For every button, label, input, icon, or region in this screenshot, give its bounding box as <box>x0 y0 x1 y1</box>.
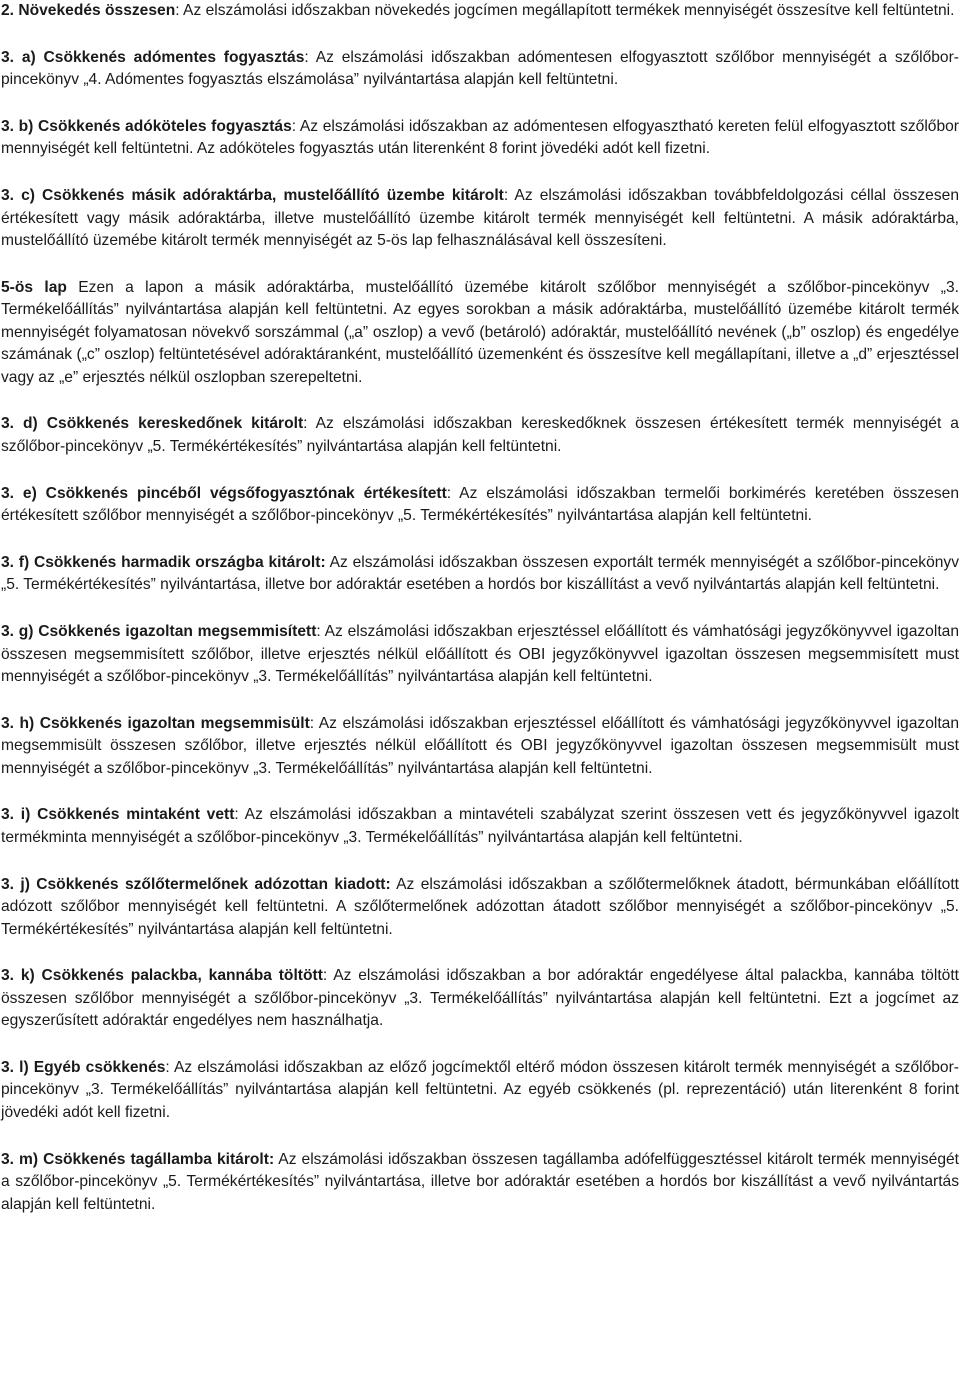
paragraph-body: : Az elszámolási időszakban erjesztéssel előállított és vámhatósági jegyzőkönyvvel igazoltan megsemmisült összesen szőlőbor, illetve erjesztés nélkül előállított és OBI jegyzőkönyvvel igazoltan összesen megsemmisült must mennyiségét a szőlőbor-pincekönyv „3. Termékelőállítás” nyilvántartása alapján kell feltüntetni. <box>1 714 960 777</box>
paragraph-5os-lap <box>1 277 959 390</box>
paragraph-heading: 3. m) Csökkenés tagállamba kitárolt: <box>1 1150 275 1168</box>
paragraph-body: : Az elszámolási időszakban erjesztéssel előállított és vámhatósági jegyzőkönyvvel igazoltan összesen megsemmisített szőlőbor, illetve erjesztés nélkül előállított és OBI jegyzőkönyvvel igazoltan összesen megsemmisített must mennyiségét a szőlőbor-pincekönyv „3. Termékelőállítás” nyilvántartása alapján kell feltüntetni. <box>1 623 959 685</box>
paragraph-3g <box>1 621 959 689</box>
paragraph-heading: 3. d) Csökkenés kereskedőnek kitárolt <box>1 415 304 433</box>
paragraph-body: : Az elszámolási időszakban növekedés jogcímen megállapított termékek mennyiségét összesítve kell feltüntetni. <box>175 2 955 19</box>
paragraph-body: Az elszámolási időszakban a szőlőtermelőknek átadott, bérmunkában előállított adózott szőlőbor mennyiségét kell feltüntetni. A szőlőtermelőnek adózottan átadott szőlőbor mennyiségét a szőlőbor-pincekönyv „5. Termékértékesítés” nyilvántartása alapján kell feltüntetni. <box>1 875 960 938</box>
paragraph-body: : Az elszámolási időszakban az adómentesen elfogyasztható kereten felül elfogyasztott szőlőbor mennyiségét kell feltüntetni. Az adóköteles fogyasztás után literenként 8 forint jövedéki adót kell fizetni. <box>1 117 959 158</box>
paragraph-body: : Az elszámolási időszakban a bor adóraktár engedélyese által palackba, kannába töltött összesen szőlőbor mennyiségét a szőlőbor-pincekönyv „3. Termékelőállítás” nyilvántartása alapján kell feltüntetni. Ezt a jogcímet az egyszerűsített adóraktár engedélyes nem használhatja. <box>1 967 959 1030</box>
paragraph-body: : Az elszámolási időszakban adómentesen elfogyasztott szőlőbor mennyiségét a szőlőbor-pincekönyv „4. Adómentes fogyasztás elszámolása” nyilvántartása alapján kell feltüntetni. <box>1 48 959 89</box>
paragraph-3b <box>1 116 959 161</box>
paragraph-3l <box>1 1057 959 1125</box>
paragraph-body: Az elszámolási időszakban összesen exportált termék mennyiségét a szőlőbor-pincekönyv „5. Termékértékesítés” nyilvántartása, illetve bor adóraktár esetében a hordós bor kiszállítást a vevő nyilvántartás alapján kell feltüntetni. <box>1 553 960 594</box>
paragraph-3h <box>1 713 959 781</box>
paragraph-3i <box>1 804 959 849</box>
paragraph-heading: 3. c) Csökkenés másik adóraktárba, mustelőállító üzembe kitárolt <box>1 187 504 205</box>
paragraph-heading: 3. k) Csökkenés palackba, kannába töltött <box>1 967 323 985</box>
paragraph-heading: 3. b) Csökkenés adóköteles fogyasztás <box>1 117 292 135</box>
paragraph-heading: 3. h) Csökkenés igazoltan megsemmisült <box>1 714 310 732</box>
paragraph-heading: 3. l) Egyéb csökkenés <box>1 1058 166 1076</box>
paragraph-heading: 3. j) Csökkenés szőlőtermelőnek adózottan kiadott: <box>1 875 391 893</box>
paragraph-heading: 3. a) Csökkenés adómentes fogyasztás <box>1 48 305 66</box>
paragraph-heading: 3. f) Csökkenés harmadik országba kitárolt: <box>1 553 326 571</box>
paragraph-body: : Az elszámolási időszakban az előző jogcímektől eltérő módon összesen kitárolt termék mennyiségét a szőlőbor-pincekönyv „3. Termékelőállítás” nyilvántartása alapján kell feltüntetni. Az egyéb csökkenés (pl. reprezentáció) után literenként 8 forint jövedéki adót kell fizetni. <box>1 1058 959 1121</box>
paragraph-3e <box>1 483 959 528</box>
paragraph-heading: 3. g) Csökkenés igazoltan megsemmisített <box>1 623 317 640</box>
paragraph-heading: 3. e) Csökkenés pincéből végsőfogyasztónak értékesített <box>1 484 447 502</box>
paragraph-3c <box>1 185 959 253</box>
paragraph-heading: 2. Növekedés összesen <box>1 2 176 19</box>
paragraph-heading: 3. i) Csökkenés mintaként vett <box>1 806 235 824</box>
paragraph-body: : Az elszámolási időszakban termelői borkimérés keretében összesen értékesített szőlőbor mennyiségét a szőlőbor-pincekönyv „5. Termékértékesítés” nyilvántartása alapján kell feltüntetni. <box>1 484 959 525</box>
paragraph-body: : Az elszámolási időszakban a mintavételi szabályzat szerint összesen vett és jegyzőkönyvvel igazolt termékminta mennyiségét a szőlőbor-pincekönyv „3. Termékelőállítás” nyilvántartása alapján kell feltüntetni. <box>1 806 960 846</box>
paragraph-3d <box>1 413 959 458</box>
paragraph-heading: 5-ös lap <box>1 278 67 296</box>
paragraph-3f <box>1 552 959 597</box>
paragraph-body: Ezen a lapon a másik adóraktárba, mustelőállító üzemébe kitárolt szőlőbor mennyiségét a szőlőbor-pincekönyv „3. Termékelőállítás” nyilvántartása alapján kell feltüntetni. Az egyes sorokban a másik adóraktárba, mustelőállító üzemébe kitárolt termék mennyiségét folyamatosan növekvő sorszámmal („a” oszlop) a vevő (betároló) adóraktár, mustelőállító nevének („b” oszlop) és engedélye számának („c” oszlop) feltüntetésével adóraktáranként, mustelőállító üzemenként és összesítve kell megállapítani, illetve a „d” erjesztéssel vagy az „e” erjesztés nélkül oszlopban szerepeltetni. <box>1 278 959 386</box>
paragraph-body: Az elszámolási időszakban összesen tagállamba adófelfüggesztéssel kitárolt termék mennyiségét a szőlőbor-pincekönyv „5. Termékértékesítés” nyilvántartása, illetve bor adóraktár esetében a hordós bor kiszállítást a vevő nyilvántartás alapján kell feltüntetni. <box>1 1150 960 1213</box>
paragraph-body: : Az elszámolási időszakban továbbfeldolgozási céllal összesen értékesített vagy másik adóraktárba, illetve mustelőállító üzembe kitárolt termék mennyiségét kell feltüntetni. A másik adóraktárba, mustelőállító üzemébe kitárolt termék mennyiségét az 5-ös lap felhasználásával kell összesíteni. <box>1 187 959 250</box>
paragraph-3k <box>1 965 959 1033</box>
paragraph-3m <box>1 1149 959 1217</box>
paragraph-3j <box>1 874 959 942</box>
paragraph-body: : Az elszámolási időszakban kereskedőknek összesen értékesített termék mennyiségét a szőlőbor-pincekönyv „5. Termékértékesítés” nyilvántartása alapján kell feltüntetni. <box>1 415 959 455</box>
paragraph-3a <box>1 47 959 92</box>
paragraph-novekedes-osszesen <box>1 0 959 23</box>
